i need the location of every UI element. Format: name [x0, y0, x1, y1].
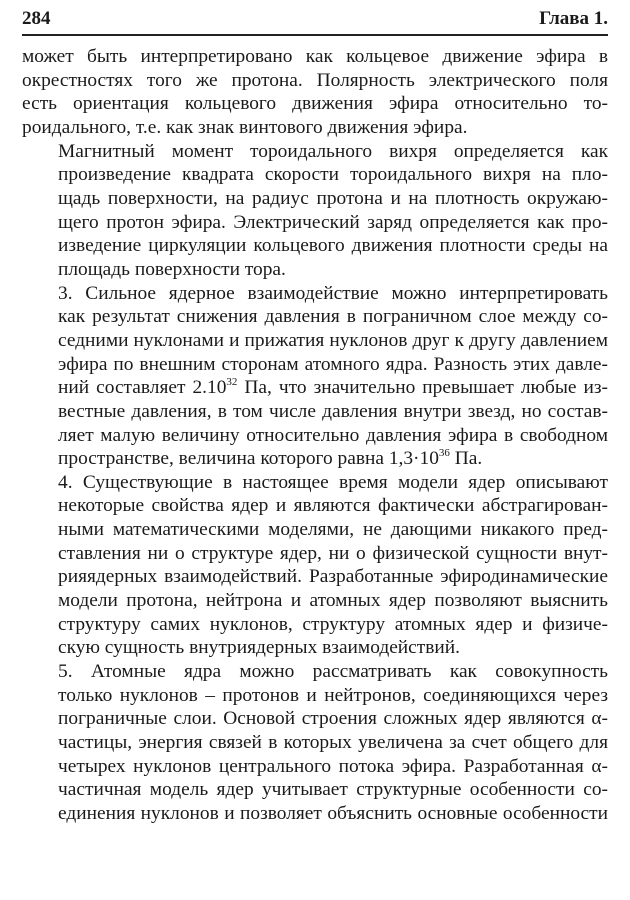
text-line: ляет малую величину относительно давления эфира в свободном [58, 424, 608, 446]
text-line: эфира по внешним сторонам атомного ядра. Разность этих давле- [58, 353, 608, 375]
text-line: щего протон эфира. Электрический заряд определяется как про- [58, 211, 608, 233]
text-run: ний составляет 2.10 [58, 377, 227, 399]
text-line: щадь поверхности, на радиус протона и на плотность окружаю- [58, 187, 608, 209]
text-line: произведение квадрата скорости тороидального вихря на пло- [58, 164, 608, 186]
text-line: ставления ни о структуре ядер, ни о физической сущности внут- [58, 542, 608, 564]
text-line: роидального, т.е. как знак винтового движения эфира. [22, 116, 468, 138]
text-line: структуру самих нуклонов, структуру атомных ядер и физиче- [58, 613, 608, 635]
text-line-with-superscript [22, 376, 608, 400]
text-run: пространстве, величина которого равна 1,3·10 [58, 448, 439, 470]
superscript-exponent: 32 [226, 376, 238, 389]
text-line: окрестностях того же протона. Полярность электрического поля [22, 69, 608, 91]
page-number: 284 [22, 8, 51, 29]
text-line: площадь поверхности тора. [58, 258, 286, 280]
superscript-exponent: 36 [438, 447, 450, 460]
text-run: Па. [449, 448, 483, 470]
text-line-with-superscript [22, 447, 608, 471]
paragraph-5 [22, 660, 608, 826]
text-line: единения нуклонов и позволяет объяснить основные особенности [58, 803, 608, 824]
text-line: 4. Существующие в настоящее время модели ядер описывают [58, 471, 608, 493]
text-line: 5. Атомные ядра можно рассматривать как совокупность [58, 661, 608, 683]
paragraph-1 [22, 45, 608, 140]
text-line: может быть интерпретировано как кольцевое движение эфира в [22, 46, 608, 67]
text-line: Магнитный момент тороидального вихря определяется как [58, 140, 608, 162]
text-line: скую сущность внутриядерных взаимодействий. [58, 637, 461, 659]
paragraph-3 [22, 282, 608, 471]
text-line: пограничные слои. Основой строения сложных ядер являются α- [58, 708, 608, 730]
text-run: Па, что значительно превышает любые из- [237, 377, 608, 399]
chapter-title: Глава 1. [539, 8, 608, 29]
text-line: вестные давления, в том числе давления внутри звезд, но состав- [58, 400, 608, 422]
text-line: ными математическими моделями, не дающими никакого пред- [58, 519, 608, 541]
running-header [22, 6, 608, 30]
text-line: четырех нуклонов центрального потока эфира. Разработанная α- [58, 755, 608, 777]
text-line: некоторые свойства ядер и являются фактически абстрагирован- [58, 495, 608, 517]
header-rule [22, 34, 608, 36]
text-line: частицы, энергия связей в которых увеличена за счет общего для [58, 732, 608, 754]
text-line: как результат снижения давления в пограничном слое между со- [58, 306, 608, 328]
text-line: частичная модель ядер учитывает структурные особенности со- [58, 779, 608, 801]
paragraph-2 [22, 140, 608, 282]
text-line: рияядерных взаимодействий. Разработанные эфиродинамические [58, 566, 608, 588]
text-line: только нуклонов – протонов и нейтронов, соединяющихся через [58, 684, 608, 706]
body-text [22, 45, 608, 826]
text-line: 3. Сильное ядерное взаимодействие можно интерпретировать [58, 282, 608, 304]
text-line: изведение циркуляции кольцевого движения плотности среды на [58, 235, 608, 257]
paragraph-4 [22, 471, 608, 660]
text-line: модели протона, нейтрона и атомных ядер позволяют выяснить [58, 590, 608, 612]
text-line: седними нуклонами и прижатия нуклонов друг к другу давлением [58, 329, 608, 351]
text-line: есть ориентация кольцевого движения эфира относительно то- [22, 93, 608, 115]
